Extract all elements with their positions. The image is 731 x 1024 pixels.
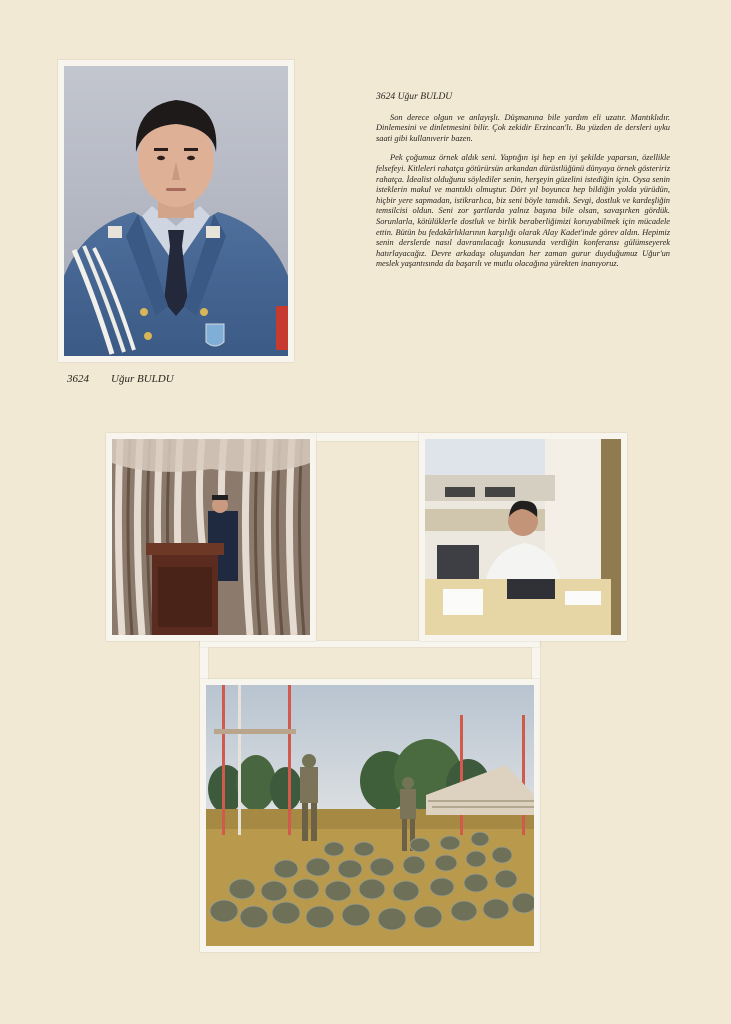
caption-number: 3624: [67, 373, 89, 385]
frame-connector: [316, 433, 419, 441]
podium-photo: [112, 439, 310, 635]
portrait-frame: [58, 60, 294, 362]
field-photo-frame: [200, 679, 540, 952]
biography-paragraph-2: Pek çoğumuz örnek aldık seni. Yaptığın işi hep en iyi şekilde yaparsın, özellikle felsefeyi. Kitleleri rahatça götürürsün arkandan dürüstlüğünü dünyaya örnek gösteririz rahatça. İdealist olduğunu söylediler senin, herşeyin güzelini istediğin için. Oysa senin isteklerin makul ve mantıklı olmuştur. Dört yıl boyunca hep bildiğin yolda yürüdün, hiçbir yere sapmadan, istikrarlıca, biz seni böyle tanıdık. Sevgi, dostluk ve kardeşliğin temsilcisi oldun. Seni zor şartlarda yalnız başına bile olsan, savaşırken gördük. Sorunlarla, kötülüklerle dostluk ve birlik beraberliğimizi koruyabilmek için mücadele ettin. Bütün bu fedakârlıklarının karşılığı olarak Alay Kadet'inde görev aldın. Hepimiz senin derslerde nasıl davranılacağı konusunda verdiğin konferansı gülümseyerek hatırlayacağız. Devre arkadaşı oluşundan her zaman gurur duyduğumuz Uğur'un meslek yaşantısında da başarılı ve mutlu olacağına yürekten inanıyoruz.: [376, 153, 670, 269]
biography-text: [376, 92, 670, 279]
field-photo: [206, 685, 534, 946]
biography-paragraph-1: Son derece olgun ve anlayışlı. Düşmanına bile yardım eli uzatır. Mantıklıdır. Dinlemesini ve dinletmesini bilir. Çok zekidir Erzincan'lı. Bu yüzden de dersleri uyku saati gibi kullanıverir bazen.: [376, 112, 670, 143]
caption-name: Uğur BULDU: [111, 373, 174, 385]
office-photo-frame: [419, 433, 627, 641]
frame-connector: [200, 641, 540, 647]
office-photo: [425, 439, 621, 635]
portrait-photo: [64, 66, 288, 356]
biography-heading: 3624 Uğur BULDU: [376, 91, 453, 102]
podium-photo-frame: [106, 433, 316, 641]
photo-caption: [67, 373, 174, 385]
